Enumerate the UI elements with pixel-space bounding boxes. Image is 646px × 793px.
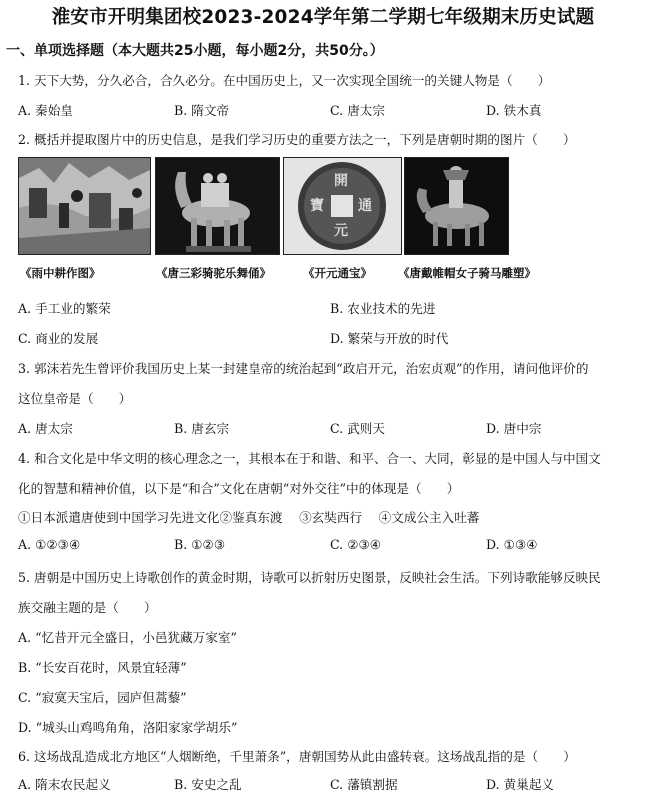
question-2-stem: 2. 概括并提取图片中的历史信息，是我们学习历史的重要方法之一，下列是唐朝时期的图片（ ） <box>18 132 576 147</box>
question-4-items: ①日本派遣唐使到中国学习先进文化②鉴真东渡 ③玄奘西行 ④文成公主入吐蕃 <box>18 510 480 525</box>
q6-option-c: C. 藩镇割据 <box>330 777 398 792</box>
q5-option-b: B. “长安百花时，风景宜轻薄” <box>18 660 187 675</box>
q4-option-c: C. ②③④ <box>330 537 382 552</box>
kaiyuan-coin-image <box>283 157 402 255</box>
question-6-stem: 6. 这场战乱造成北方地区“人烟断绝，千里萧条”，唐朝国势从此由盛转衰。这场战乱指的是（ ） <box>18 749 576 764</box>
q6-option-a: A. 隋末农民起义 <box>18 777 111 792</box>
q4-option-d: D. ①③④ <box>486 537 538 552</box>
q1-option-b: B. 隋文帝 <box>174 103 230 118</box>
q4-option-a: A. ①②③④ <box>18 537 81 552</box>
question-5-stem-line1: 5. 唐朝是中国历史上诗歌创作的黄金时期，诗歌可以折射历史图景，反映社会生活。下列诗歌能够反映民 <box>18 570 601 585</box>
q5-option-d: D. “城头山鸡鸣角角，洛阳家家学胡乐” <box>18 720 238 735</box>
caption-camel-figurine: 《唐三彩骑驼乐舞俑》 <box>156 266 271 280</box>
section-heading: 一、单项选择题（本大题共25小题，每小题2分，共50分。） <box>6 43 384 59</box>
q5-option-c: C. “寂寞天宝后，园庐但蒿藜” <box>18 690 187 705</box>
caption-rain-farming: 《雨中耕作图》 <box>20 266 101 280</box>
question-5-stem-line2: 族交融主题的是（ ） <box>18 600 157 615</box>
caption-woman-horse: 《唐戴帷帽女子骑马雕塑》 <box>398 266 536 280</box>
q1-option-c: C. 唐太宗 <box>330 103 385 118</box>
q3-option-c: C. 武则天 <box>330 421 385 436</box>
q1-option-d: D. 铁木真 <box>486 103 542 118</box>
exam-title: 淮安市开明集团校2023-2024学年第二学期七年级期末历史试题 <box>51 7 595 28</box>
question-3-stem-line2: 这位皇帝是（ ） <box>18 391 132 406</box>
rain-farming-painting-image <box>18 157 151 255</box>
question-4-stem-line1: 4. 和合文化是中华文明的核心理念之一，其根本在于和谐、和平、合一、大同，彰显的是中国人与中国文 <box>18 451 601 466</box>
question-1-stem: 1. 天下大势，分久必合，合久必分。在中国历史上，又一次实现全国统一的关键人物是（ ） <box>18 73 551 88</box>
coin-char-bottom: 元 <box>334 223 348 239</box>
q2-option-c: C. 商业的发展 <box>18 331 99 346</box>
caption-kaiyuan-coin: 《开元通宝》 <box>303 266 372 280</box>
q3-option-d: D. 唐中宗 <box>486 421 542 436</box>
q2-option-d: D. 繁荣与开放的时代 <box>330 331 449 346</box>
coin-char-top: 開 <box>334 173 348 189</box>
question-4-stem-line2: 化的智慧和精神价值，以下是“和合”文化在唐朝“对外交往”中的体现是（ ） <box>18 481 460 496</box>
q3-option-a: A. 唐太宗 <box>18 421 73 436</box>
q2-option-b: B. 农业技术的先进 <box>330 301 436 316</box>
q2-option-a: A. 手工业的繁荣 <box>18 301 111 316</box>
q6-option-b: B. 安史之乱 <box>174 777 242 792</box>
question-3-stem-line1: 3. 郭沫若先生曾评价我国历史上某一封建皇帝的统治起到“政启开元，治宏贞观”的作用，请问他评价的 <box>18 361 589 376</box>
tang-tricolor-camel-image <box>155 157 280 255</box>
coin-char-left: 寶 <box>310 198 324 214</box>
coin-char-right: 通 <box>358 198 372 214</box>
q3-option-b: B. 唐玄宗 <box>174 421 230 436</box>
q6-option-d: D. 黄巢起义 <box>486 777 555 792</box>
q5-option-a: A. “忆昔开元全盛日，小邑犹藏万家室” <box>18 630 237 645</box>
woman-horse-sculpture-image <box>404 157 509 255</box>
q4-option-b: B. ①②③ <box>174 537 226 552</box>
q1-option-a: A. 秦始皇 <box>18 103 73 118</box>
